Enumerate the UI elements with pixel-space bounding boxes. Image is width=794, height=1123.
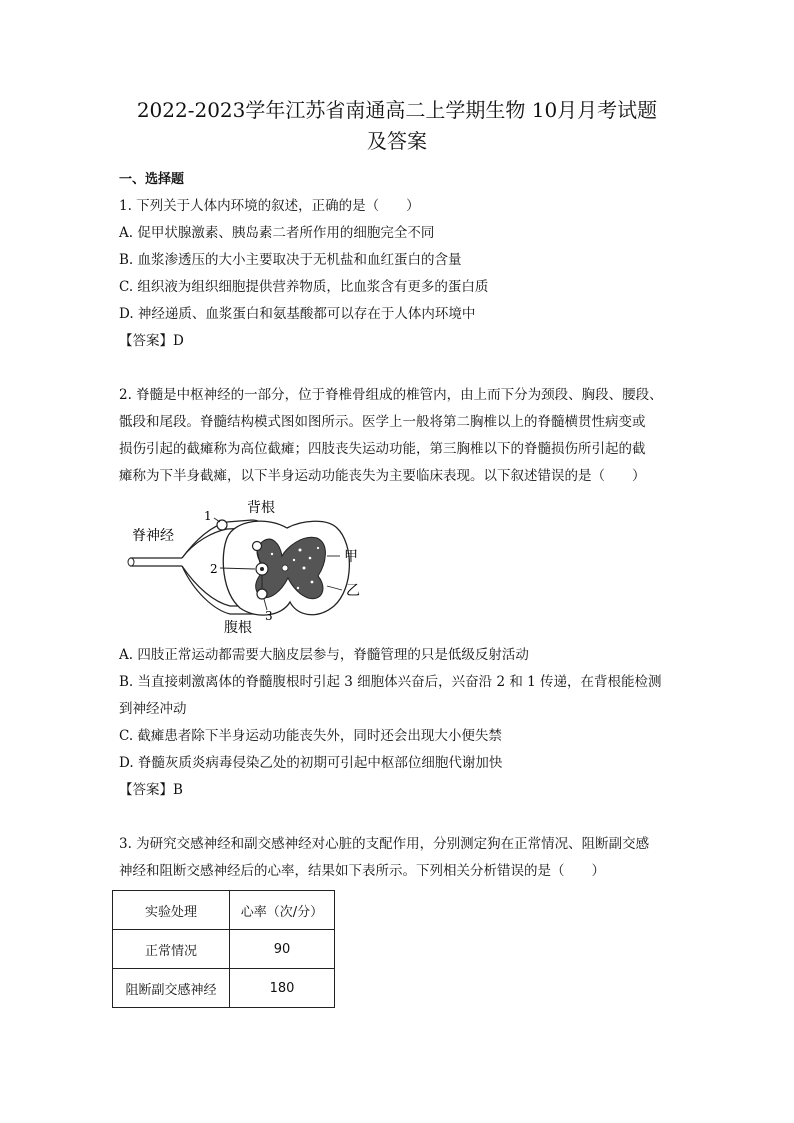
doc-title-line2: 及答案 bbox=[367, 129, 427, 153]
cell-dorsal-horn bbox=[253, 542, 262, 551]
section-heading: 一、选择题 bbox=[119, 172, 185, 187]
q1-option-c: C. 组织液为组织细胞提供营养物质，比血浆含有更多的蛋白质 bbox=[119, 279, 489, 295]
q2-stem-line2: 骶段和尾段。脊髓结构模式图如图所示。医学上一般将第二胸椎以上的脊髓横贯性病变或 bbox=[119, 414, 646, 430]
label-ventral-root: 腹根 bbox=[224, 620, 252, 634]
q2-stem-line4: 瘫称为下半身截瘫，以下半身运动功能丧失为主要临床表现。以下叙述错误的是（ ） bbox=[119, 468, 646, 484]
q3-stem-line2: 神经和阻断交感神经后的心率，结果如下表所示。下列相关分析错误的是（ ） bbox=[119, 863, 605, 879]
q2-stem-line3: 损伤引起的截瘫称为高位截瘫；四肢丧失运动功能，第三胸椎以下的脊髓损伤所引起的截 bbox=[119, 441, 646, 457]
q2-option-b-line2: 到神经冲动 bbox=[119, 701, 187, 717]
doc-title-line1: 2022-2023学年江苏省南通高二上学期生物 10月月考试题 bbox=[136, 98, 658, 122]
q2-option-c: C. 截瘫患者除下半身运动功能丧失外，同时还会出现大小便失禁 bbox=[119, 728, 502, 744]
table-row bbox=[113, 930, 335, 969]
label-yi: 乙 bbox=[346, 583, 360, 599]
label-jia: 甲 bbox=[344, 549, 358, 565]
table-cell: 正常情况 bbox=[113, 930, 230, 969]
q1-option-b: B. 血浆渗透压的大小主要取决于无机盐和血红蛋白的含量 bbox=[119, 252, 462, 268]
q2-option-a: A. 四肢正常运动都需要大脑皮层参与，脊髓管理的只是低级反射活动 bbox=[119, 647, 529, 663]
spinal-nerve-trunk bbox=[128, 558, 182, 566]
cell-3-motor-neuron bbox=[257, 589, 267, 599]
pointer-1 bbox=[214, 518, 220, 522]
q2-option-b-line1: B. 当直接刺激离体的脊髓腹根时引起 3 细胞体兴奋后，兴奋沿 2 和 1 传递，在背根能检测 bbox=[119, 674, 662, 690]
label-spinal-nerve: 脊神经 bbox=[132, 528, 174, 544]
q2-option-d: D. 脊髓灰质炎病毒侵染乙处的初期可引起中枢部位细胞代谢加快 bbox=[119, 755, 503, 771]
spinal-cord-diagram bbox=[122, 498, 372, 634]
table-row bbox=[113, 969, 335, 1008]
table-header-cell: 实验处理 bbox=[113, 891, 230, 930]
q3-stem-line1: 3. 为研究交感神经和副交感神经对心脏的支配作用，分别测定狗在正常情况、阻断副交感 bbox=[119, 836, 650, 852]
q2-answer: 【答案】B bbox=[119, 782, 183, 798]
q2-stem-line1: 2. 脊髓是中枢神经的一部分，位于脊椎骨组成的椎管内，由上而下分为颈段、胸段、腰段、 bbox=[119, 387, 663, 403]
q1-option-a: A. 促甲状腺激素、胰岛素二者所作用的细胞完全不同 bbox=[119, 225, 435, 241]
table-cell: 180 bbox=[230, 969, 335, 1008]
q1-answer: 【答案】D bbox=[119, 333, 184, 349]
table-header-row bbox=[113, 891, 335, 930]
table-cell: 90 bbox=[230, 930, 335, 969]
cell-2-nucleus bbox=[260, 567, 264, 571]
q1-stem: 1. 下列关于人体内环境的叙述，正确的是（ ） bbox=[119, 198, 420, 214]
label-1: 1 bbox=[204, 509, 212, 523]
label-dorsal-root: 背根 bbox=[247, 500, 275, 516]
label-2: 2 bbox=[210, 562, 218, 576]
table-header-cell: 心率（次/分） bbox=[230, 891, 335, 930]
heart-rate-table bbox=[112, 890, 335, 1008]
central-canal bbox=[282, 565, 288, 571]
label-3: 3 bbox=[265, 609, 273, 623]
q1-option-d: D. 神经递质、血浆蛋白和氨基酸都可以存在于人体内环境中 bbox=[119, 306, 476, 322]
table-cell: 阻断副交感神经 bbox=[113, 969, 230, 1008]
